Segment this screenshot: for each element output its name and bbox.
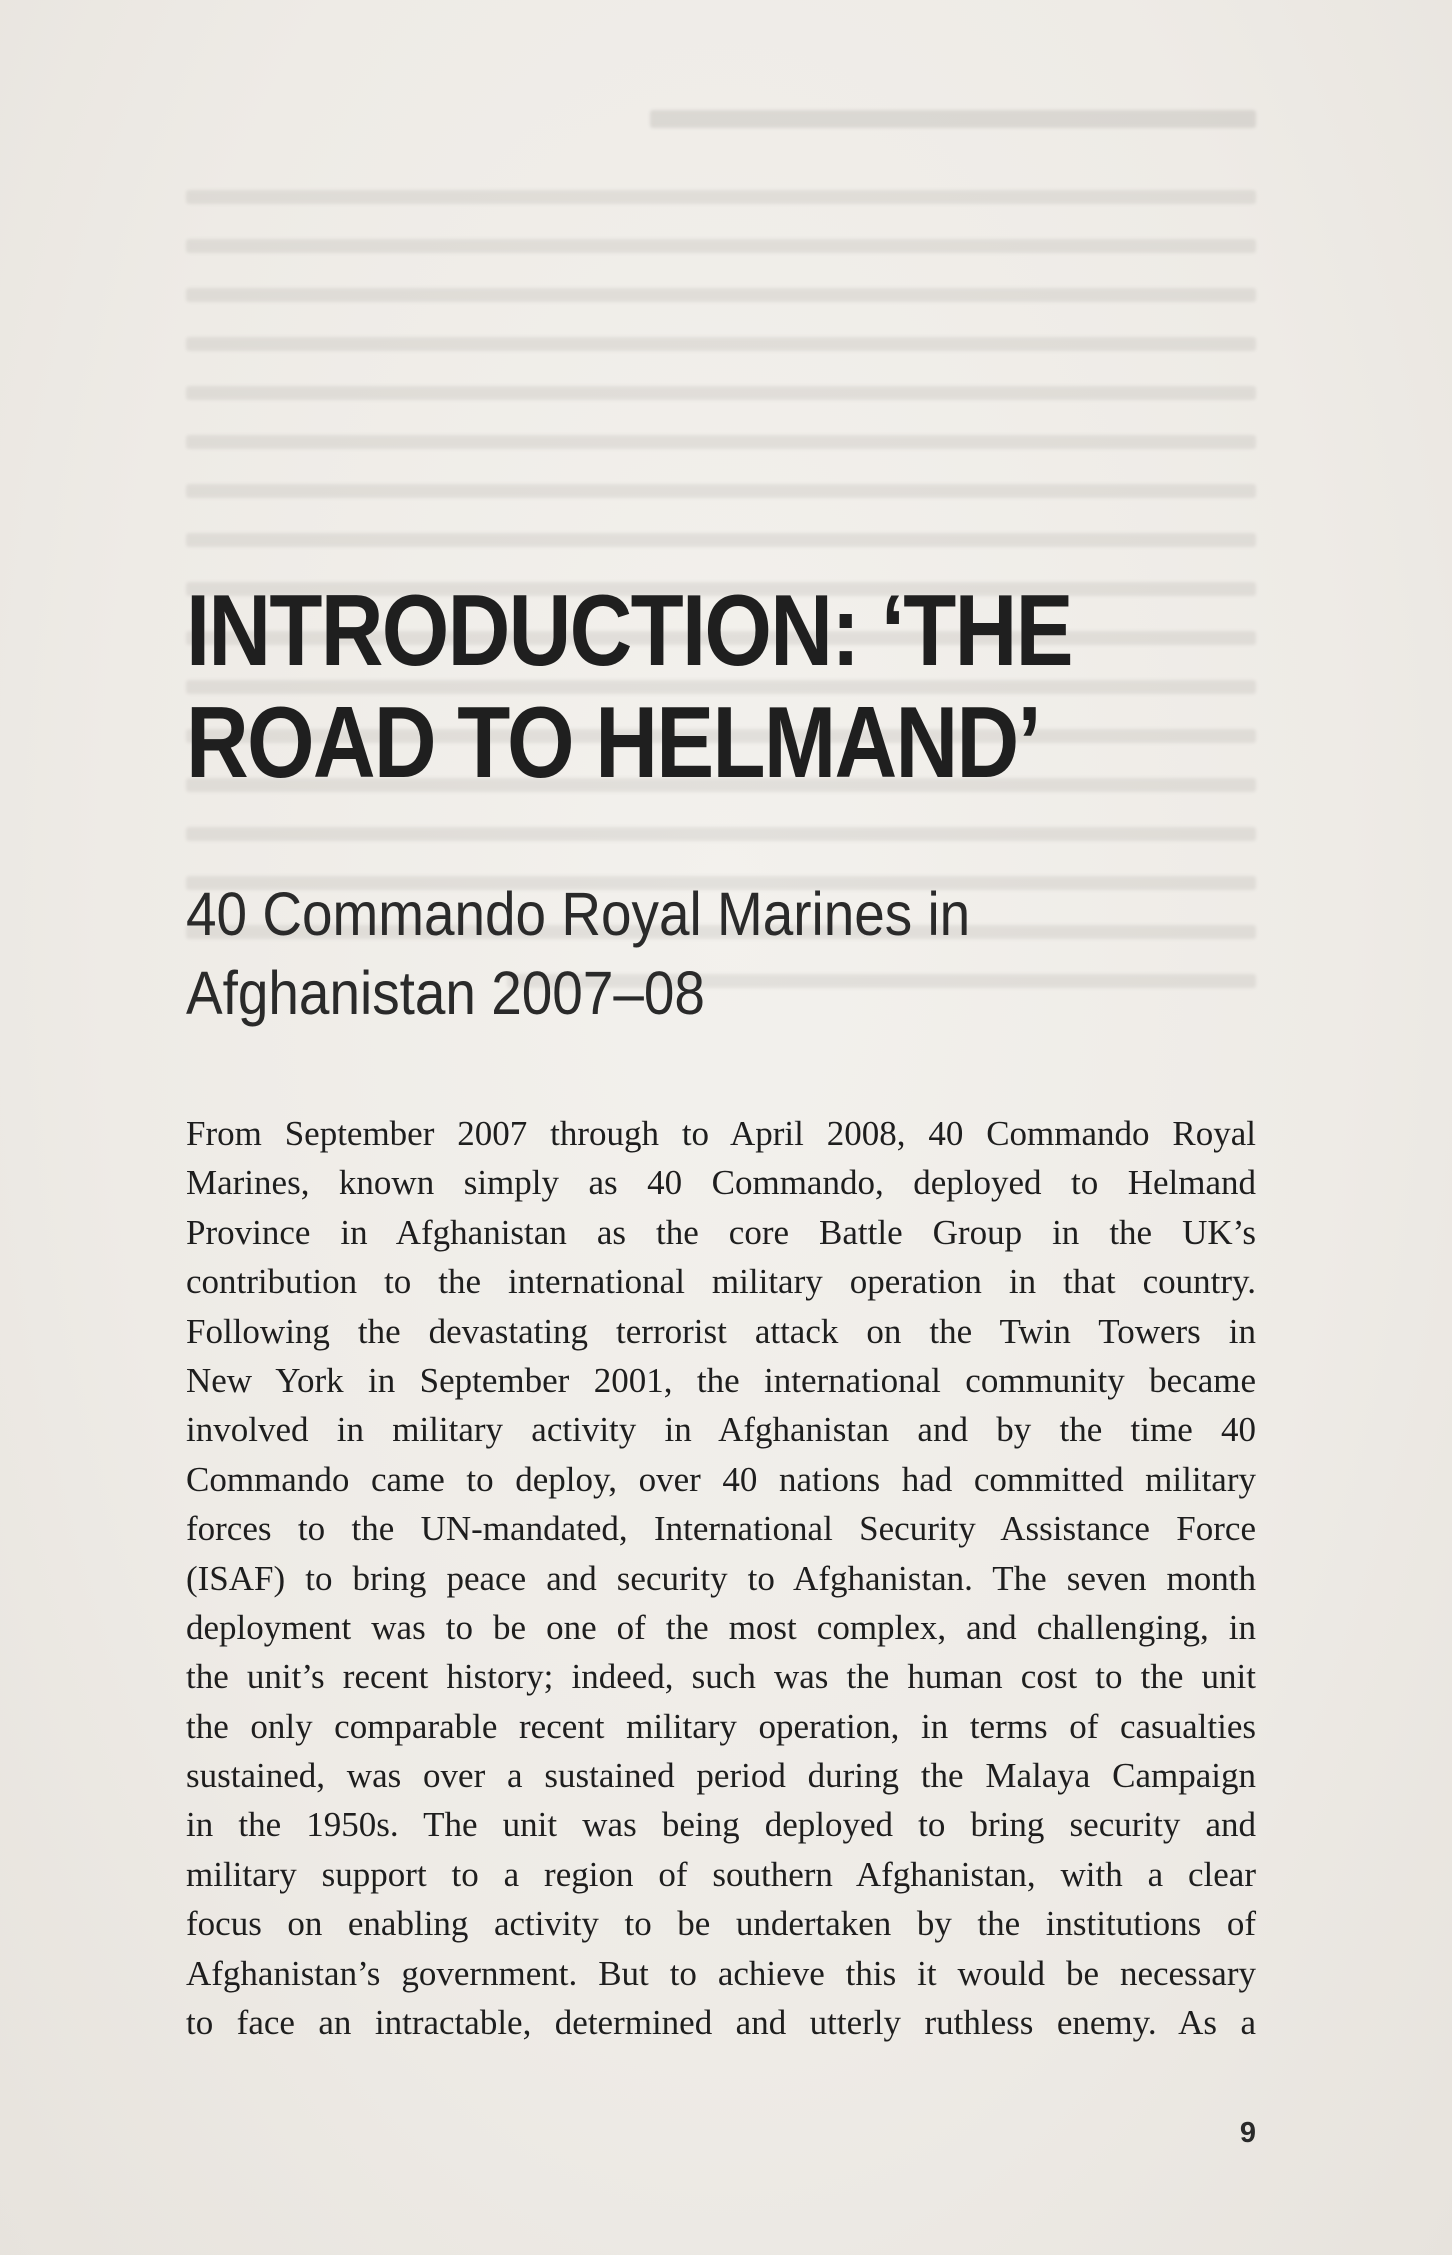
body-line: From September 2007 through to April 2008, 40 Commando Royal bbox=[186, 1114, 1256, 1153]
body-line: the only comparable recent military operation, in terms of casualties bbox=[186, 1706, 1256, 1746]
body-line: the unit’s recent history; indeed, such was the human cost to the unit bbox=[186, 1657, 1256, 1697]
body-line: Following the devastating terrorist attack on the Twin Towers in bbox=[186, 1311, 1256, 1351]
body-line: (ISAF) to bring peace and security to Afghanistan. The seven month bbox=[186, 1558, 1256, 1598]
body-line: Afghanistan’s government. But to achieve this it would be necessary bbox=[186, 1953, 1256, 1993]
body-line: deployment was to be one of the most complex, and challenging, in bbox=[186, 1607, 1256, 1647]
body-line: contribution to the international military operation in that country. bbox=[186, 1262, 1256, 1302]
body-line: New York in September 2001, the international community became bbox=[186, 1360, 1256, 1400]
chapter-title-line-1: INTRODUCTION: ‘THE bbox=[186, 575, 1072, 687]
body-line: focus on enabling activity to be undertaken by the institutions of bbox=[186, 1904, 1256, 1944]
show-through-running-head bbox=[650, 110, 1256, 128]
body-line: to face an intractable, determined and utterly ruthless enemy. As a bbox=[186, 2003, 1256, 2043]
body-line: military support to a region of southern Afghanistan, with a clear bbox=[186, 1854, 1256, 1894]
page-number: 9 bbox=[1239, 2117, 1256, 2149]
body-line: Marines, known simply as 40 Commando, deployed to Helmand bbox=[186, 1163, 1256, 1203]
body-paragraph bbox=[186, 1109, 1256, 2047]
chapter-subtitle-line-1: 40 Commando Royal Marines in bbox=[186, 880, 971, 948]
body-line: Province in Afghanistan as the core Battle Group in the UK’s bbox=[186, 1212, 1256, 1252]
chapter-subtitle-line-2: Afghanistan 2007–08 bbox=[186, 959, 705, 1027]
chapter-title-line-2: ROAD TO HELMAND’ bbox=[186, 687, 1040, 799]
chapter-title bbox=[186, 575, 1115, 799]
body-line: forces to the UN-mandated, International Security Assistance Force bbox=[186, 1509, 1256, 1549]
body-line: Commando came to deploy, over 40 nations had committed military bbox=[186, 1459, 1256, 1499]
body-line: sustained, was over a sustained period during the Malaya Campaign bbox=[186, 1756, 1256, 1796]
body-line: in the 1950s. The unit was being deployed to bring security and bbox=[186, 1805, 1256, 1845]
body-line: involved in military activity in Afghanistan and by the time 40 bbox=[186, 1410, 1256, 1450]
chapter-subtitle bbox=[186, 875, 1086, 1033]
